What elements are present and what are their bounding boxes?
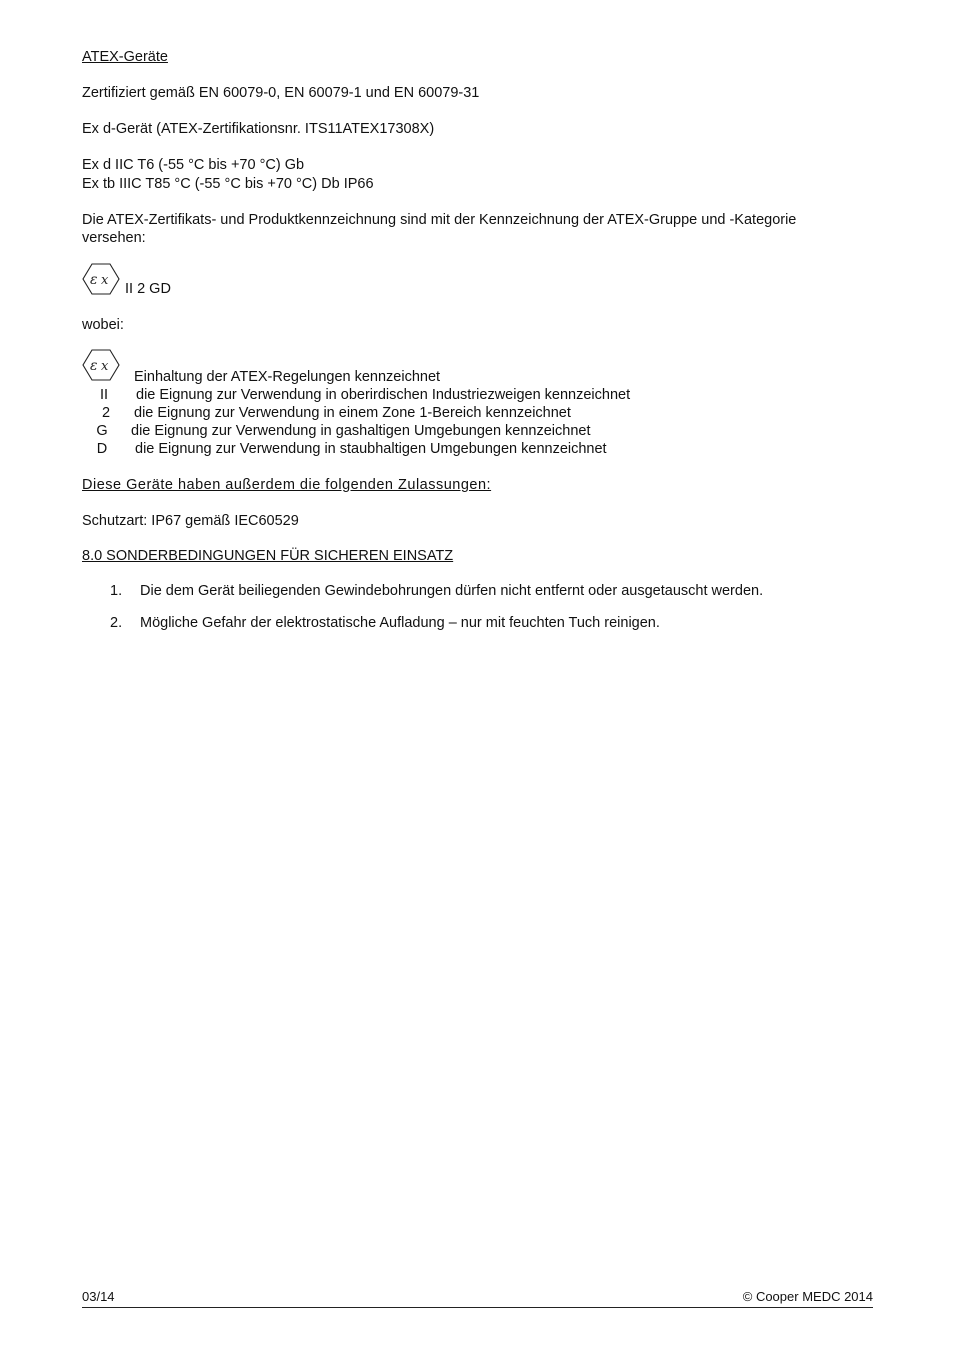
ex-hexagon-icon [82, 349, 120, 381]
svg-text:x: x [101, 359, 109, 374]
legend-text: die Eignung zur Verwendung in oberirdischen Industriezweigen kennzeichnet [136, 387, 631, 403]
description-line-2: versehen: [82, 230, 146, 246]
marking-dust: Ex tb IIIC T85 °C (-55 °C bis +70 °C) Db IP66 [82, 176, 374, 192]
legend-key: 2 [101, 405, 111, 421]
list-text: Die dem Gerät beiliegenden Gewindebohrungen dürfen nicht entfernt oder ausgetauscht werden. [140, 583, 764, 599]
heading-approvals: Diese Geräte haben außerdem die folgenden Zulassungen: [82, 477, 492, 493]
svg-text:ε: ε [90, 358, 98, 374]
description-line-1: Die ATEX-Zertifikats- und Produktkennzeichnung sind mit der Kennzeichnung der ATEX-Gruppe und -Kategorie [82, 212, 797, 228]
protection-class: Schutzart: IP67 gemäß IEC60529 [82, 513, 299, 529]
footer-divider [82, 1307, 873, 1308]
wobei-label: wobei: [82, 317, 124, 333]
group-marking: II 2 GD [125, 281, 171, 297]
page-footer [82, 1288, 873, 1310]
svg-text:x: x [101, 273, 109, 288]
marking-gas: Ex d IIC T6 (-55 °C bis +70 °C) Gb [82, 157, 305, 173]
list-number: 1. [110, 583, 123, 599]
list-text: Mögliche Gefahr der elektrostatische Aufladung – nur mit feuchten Tuch reinigen. [140, 615, 660, 631]
legend-key: G [96, 423, 108, 439]
legend-key: II [99, 387, 109, 403]
cert-number: Ex d-Gerät (ATEX-Zertifikationsnr. ITS11ATEX17308X) [82, 121, 435, 137]
svg-text:ε: ε [90, 272, 98, 288]
legend-text: die Eignung zur Verwendung in staubhaltigen Umgebungen kennzeichnet [135, 441, 607, 457]
legend-text: Einhaltung der ATEX-Regelungen kennzeichnet [134, 369, 441, 385]
footer-copyright: © Cooper MEDC 2014 [742, 1289, 873, 1304]
ex-hexagon-icon [82, 263, 120, 295]
list-number: 2. [110, 615, 123, 631]
heading-special-conditions: 8.0 SONDERBEDINGUNGEN FÜR SICHEREN EINSATZ [82, 548, 454, 564]
legend-text: die Eignung zur Verwendung in einem Zone 1-Bereich kennzeichnet [134, 405, 571, 421]
legend-key: D [96, 441, 108, 457]
cert-standard: Zertifiziert gemäß EN 60079-0, EN 60079-1 und EN 60079-31 [82, 85, 480, 101]
heading-atex: ATEX-Geräte [82, 49, 168, 65]
legend-text: die Eignung zur Verwendung in gashaltigen Umgebungen kennzeichnet [131, 423, 591, 439]
footer-date: 03/14 [82, 1289, 115, 1304]
